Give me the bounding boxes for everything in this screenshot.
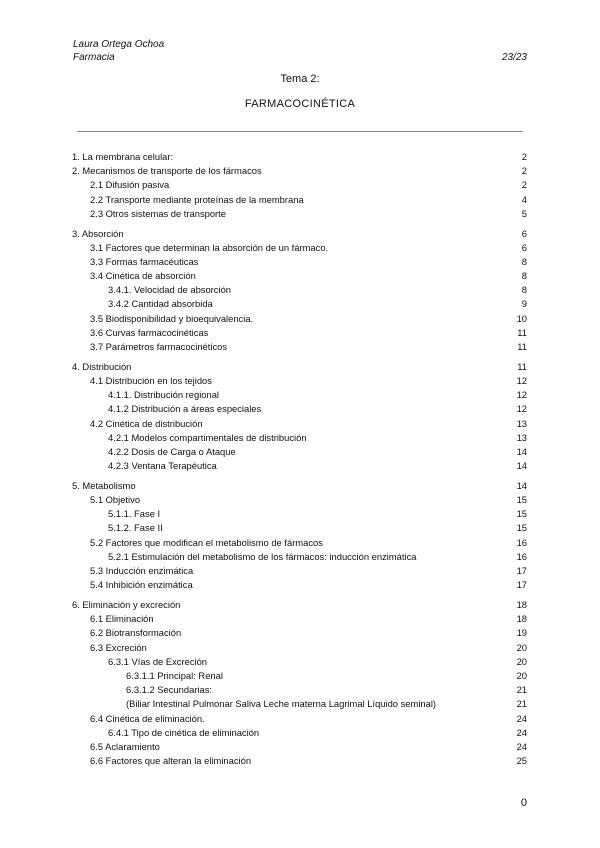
toc-entry[interactable] [72,578,527,592]
toc-entry-page: 16 [516,550,527,562]
toc-entry[interactable] [72,312,527,326]
toc-entry-label: (Biliar Intestinal Pulmonar Saliva Leche materna Lagrimal Líquido seminal) [126,698,437,710]
toc-entry-label: 6. Eliminación y excreción [72,599,181,610]
footer-page-number: 0 [520,797,527,809]
toc-entry-label: 3.6 Curvas farmacocinéticas [90,326,209,338]
toc-entry[interactable] [72,297,527,311]
toc-entry[interactable] [72,374,527,388]
toc-entry[interactable] [72,626,527,640]
title-divider [77,131,523,132]
toc-entry[interactable] [72,669,527,683]
toc-entry-page: 14 [516,479,527,491]
toc-entry[interactable] [72,536,527,550]
toc-entry-label: 2.1 Difusión pasiva [90,179,170,191]
toc-entry-label: 6.6 Factores que alteran la eliminación [90,755,252,767]
toc-entry[interactable] [72,655,527,669]
toc-entry-page: 11 [517,326,527,338]
toc-entry-label: 5.2 Factores que modifican el metabolismo de fármacos [90,536,323,548]
toc-entry-page: 18 [516,613,527,625]
toc-entry-page: 21 [516,698,527,710]
toc-entry[interactable] [72,726,527,740]
toc-entry-page: 25 [516,755,527,767]
toc-entry[interactable] [72,507,527,521]
toc-entry[interactable] [72,641,527,655]
toc-entry[interactable] [72,712,527,726]
toc-entry[interactable] [72,402,527,416]
toc-entry-label: 3.1 Factores que determinan la absorción de un fármaco. [90,241,329,253]
toc-entry[interactable] [72,269,527,283]
table-of-contents [72,150,527,768]
toc-entry[interactable] [72,445,527,459]
toc-entry-page: 15 [516,522,527,534]
toc-entry-page: 8 [521,255,527,267]
toc-entry-label: 3.4.1. Velocidad de absorción [108,284,232,296]
toc-entry-page: 19 [516,627,527,639]
toc-entry-page: 24 [516,712,527,724]
toc-entry[interactable] [72,740,527,754]
toc-entry-label: 4.1.1. Distribución regional [108,389,219,401]
toc-entry-page: 2 [521,165,527,177]
toc-entry-page: 12 [516,403,527,415]
header-subject: Farmacia [73,52,115,63]
toc-entry-label: 4.1 Distribución en los tejidos [90,375,212,386]
header-author: Laura Ortega Ochoa [73,39,165,50]
header-page-count: 23/23 [501,52,527,63]
toc-entry[interactable] [72,164,527,178]
toc-entry[interactable] [72,178,527,192]
toc-entry-label: 2.3 Otros sistemas de transporte [90,207,226,219]
toc-entry-label: 2. Mecanismos de transporte de los fármacos [72,165,262,177]
toc-entry-label: 5.1 Objetivo [90,494,141,506]
toc-entry-page: 13 [516,431,527,443]
toc-entry-page: 20 [516,641,527,653]
toc-entry-page: 10 [516,312,527,324]
toc-entry-label: 6.4.1 Tipo de cinética de eliminación [108,726,260,738]
toc-entry-label: 4. Distribución [72,360,132,372]
toc-entry-label: 3.4 Cinética de absorción [90,270,196,282]
toc-entry-page: 5 [521,207,527,219]
toc-entry[interactable] [72,479,527,493]
toc-entry[interactable] [72,754,527,768]
toc-entry-label: 1. La membrana celular: [72,151,174,162]
toc-entry-label: 3.5 Biodisponibilidad y bioequivalencia. [90,312,254,324]
toc-entry-page: 6 [521,227,527,239]
toc-entry-page: 14 [516,445,527,457]
toc-entry[interactable] [72,521,527,535]
document-title: FARMACOCINÉTICA [244,98,356,110]
toc-entry-label: 6.3.1 Vías de Excreción [108,655,208,667]
toc-entry-label: 5.4 Inhibición enzimática [90,579,193,591]
toc-entry[interactable] [72,459,527,473]
toc-entry[interactable] [72,417,527,431]
toc-entry[interactable] [72,388,527,402]
toc-entry[interactable] [72,150,527,164]
toc-entry-page: 16 [516,536,527,548]
toc-entry-page: 2 [521,151,527,162]
toc-entry-label: 6.4 Cinética de eliminación. [90,712,205,724]
toc-entry-page: 24 [516,726,527,738]
toc-entry-page: 11 [517,360,527,372]
toc-entry-label: 6.3.1.1 Principal: Renal [126,669,223,681]
toc-entry-label: 4.2 Cinética de distribución [90,417,203,429]
toc-entry-label: 5.2.1 Estimulación del metabolismo de los fármacos: inducción enzimática [108,550,417,562]
toc-entry-label: 4.2.3 Ventana Terapéutica [108,460,217,472]
toc-entry-page: 15 [516,494,527,506]
toc-entry-page: 9 [521,298,527,310]
toc-entry-label: 4.1.2 Distribución a áreas especiales [108,403,262,415]
toc-entry-label: 6.2 Biotransformación [90,627,182,639]
toc-entry-label: 6.1 Eliminación [90,613,154,625]
toc-entry-label: 3. Absorción [72,227,124,239]
toc-entry-label: 5.3 Inducción enzimática [90,565,194,577]
toc-entry-label: 3.7 Parámetros farmacocinéticos [90,341,228,353]
toc-entry[interactable] [72,612,527,626]
toc-entry-page: 24 [516,740,527,752]
toc-entry[interactable] [72,340,527,354]
toc-entry-label: 3.4.2 Cantidad absorbida [108,298,213,310]
toc-entry-label: 2.2 Transporte mediante proteínas de la membrana [90,193,304,205]
toc-entry-label: 4.2.1 Modelos compartimentales de distribución [108,431,307,443]
toc-entry-page: 8 [521,284,527,296]
toc-entry-page: 21 [516,684,527,696]
toc-entry-page: 14 [516,460,527,472]
toc-entry-page: 12 [516,375,527,386]
toc-entry-page: 8 [521,270,527,282]
toc-entry[interactable] [72,255,527,269]
toc-entry[interactable] [72,207,527,221]
toc-entry[interactable] [72,227,527,241]
toc-entry-page: 15 [516,508,527,520]
toc-entry-page: 20 [516,669,527,681]
toc-entry[interactable] [72,241,527,255]
toc-entry-page: 18 [516,599,527,610]
toc-entry[interactable] [72,283,527,297]
toc-entry-label: 6.3 Excreción [90,641,147,653]
toc-entry[interactable] [72,431,527,445]
toc-entry-label: 5.1.2. Fase II [108,522,163,534]
toc-entry-page: 20 [516,655,527,667]
toc-entry-page: 2 [521,179,527,191]
toc-entry-label: 4.2.2 Dosis de Carga o Ataque [108,445,236,457]
toc-entry-label: 5. Metabolismo [72,479,136,491]
toc-entry-page: 11 [517,341,527,353]
toc-entry-page: 6 [521,241,527,253]
toc-entry-page: 13 [516,417,527,429]
toc-entry-page: 4 [521,193,527,205]
toc-entry[interactable] [72,697,527,711]
toc-entry-page: 17 [516,579,527,591]
toc-entry-label: 5.1.1. Fase I [108,508,161,520]
toc-entry-label: 3.3 Formas farmacéuticas [90,255,199,267]
page-header [73,38,164,64]
toc-entry[interactable] [72,360,527,374]
document-title-line1: Tema 2: [280,73,320,85]
toc-entry[interactable] [72,683,527,697]
toc-entry[interactable] [72,564,527,578]
toc-entry[interactable] [72,550,527,564]
toc-entry[interactable] [72,493,527,507]
toc-entry-page: 17 [516,565,527,577]
toc-entry-page: 12 [516,389,527,401]
toc-entry-label: 6.3.1.2 Secundarias: [126,684,212,696]
toc-entry[interactable] [72,193,527,207]
toc-entry[interactable] [72,598,527,612]
toc-entry-label: 6.5 Aclaramiento [90,740,160,752]
toc-entry[interactable] [72,326,527,340]
